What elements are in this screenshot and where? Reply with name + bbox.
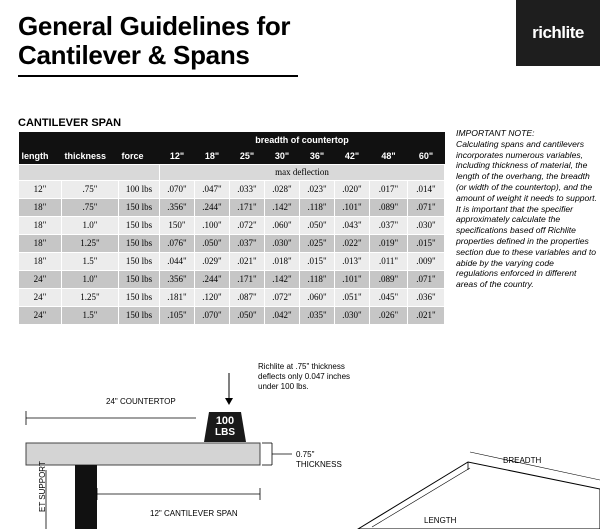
table-cell: 150 lbs (119, 234, 160, 252)
table-cell: .045" (370, 288, 408, 306)
countertop-slab (26, 443, 260, 465)
table-cell: 150 lbs (119, 306, 160, 324)
thickness-value: 0.75" (296, 450, 315, 459)
table-cell: .060" (265, 216, 300, 234)
table-column-header: 12" (160, 148, 195, 164)
table-cell: .244" (195, 270, 230, 288)
section-title: CANTILEVER SPAN (18, 117, 122, 129)
table-cell: .022" (335, 234, 370, 252)
table-cell: .028" (265, 180, 300, 198)
table-cell: .120" (195, 288, 230, 306)
table-cell: 150 lbs (119, 198, 160, 216)
table-column-header: length (19, 148, 62, 164)
table-cell: .076" (160, 234, 195, 252)
richlite-logo: richlite (516, 0, 600, 66)
table-cell: .035" (300, 306, 335, 324)
table-cell: .060" (300, 288, 335, 306)
page-title-line-2: Cantilever & Spans (18, 40, 250, 70)
table-cell: .171" (230, 270, 265, 288)
table-column-header: 36" (300, 148, 335, 164)
important-note-heading: IMPORTANT NOTE: (456, 128, 535, 138)
table-cell: .036" (408, 288, 445, 306)
countertop-label: 24" COUNTERTOP (106, 397, 176, 406)
table-cell: .051" (335, 288, 370, 306)
table-cell: .042" (265, 306, 300, 324)
table-cell: .087" (230, 288, 265, 306)
table-cell: 1.0" (62, 216, 119, 234)
table-cell: .019" (370, 234, 408, 252)
table-column-header: 18" (195, 148, 230, 164)
table-cell: .75" (62, 198, 119, 216)
table-column-header: 48" (370, 148, 408, 164)
table-cell: .009" (408, 252, 445, 270)
table-cell: .071" (408, 270, 445, 288)
table-cell: .118" (300, 270, 335, 288)
table-cell: .105" (160, 306, 195, 324)
table-cell: .070" (160, 180, 195, 198)
breadth-label: BREADTH (503, 456, 542, 465)
table-cell: .023" (300, 180, 335, 198)
table-cell: .018" (265, 252, 300, 270)
table-cell: 24" (19, 288, 62, 306)
table-subheader: max deflection (160, 164, 445, 180)
table-cell: .026" (370, 306, 408, 324)
table-cell: .030" (408, 216, 445, 234)
table-cell: .356" (160, 270, 195, 288)
table-cell: 150" (160, 216, 195, 234)
table-cell: .75" (62, 180, 119, 198)
table-cell: .089" (370, 270, 408, 288)
table-cell: .030" (335, 306, 370, 324)
weight-number: 100 (215, 415, 235, 427)
table-cell: .072" (230, 216, 265, 234)
table-cell: 24" (19, 270, 62, 288)
table-column-header: 25" (230, 148, 265, 164)
table-cell: .037" (230, 234, 265, 252)
table-column-header: 42" (335, 148, 370, 164)
table-cell: .142" (265, 270, 300, 288)
table-cell: .033" (230, 180, 265, 198)
table-cell: .181" (160, 288, 195, 306)
thickness-text: THICKNESS (296, 460, 342, 469)
thickness-label (296, 450, 342, 470)
support-label: ET SUPPORT (38, 461, 47, 512)
table-cell: 100 lbs (119, 180, 160, 198)
table-cell: .047" (195, 180, 230, 198)
length-label: LENGTH (424, 516, 457, 525)
table-cell: .021" (230, 252, 265, 270)
table-cell: .043" (335, 216, 370, 234)
table-cell: .050" (230, 306, 265, 324)
deflection-callout: Richlite at .75" thickness deflects only 0.047 inches under 100 lbs. (258, 362, 351, 391)
table-cell: .014" (408, 180, 445, 198)
table-cell: 1.5" (62, 252, 119, 270)
table-cell: 18" (19, 198, 62, 216)
table-cell: .021" (408, 306, 445, 324)
table-cell: .015" (408, 234, 445, 252)
table-cell: .072" (265, 288, 300, 306)
table-cell: .015" (300, 252, 335, 270)
table-cell: .070" (195, 306, 230, 324)
table-cell: .118" (300, 198, 335, 216)
table-cell: .011" (370, 252, 408, 270)
table-cell: .101" (335, 198, 370, 216)
table-cell: .244" (195, 198, 230, 216)
table-cell: 1.25" (62, 234, 119, 252)
table-column-header: force (119, 148, 160, 164)
table-cell: .020" (335, 180, 370, 198)
callout-arrow-head (225, 398, 233, 405)
table-cell: .050" (300, 216, 335, 234)
table-cell: 1.5" (62, 306, 119, 324)
table-cell: .171" (230, 198, 265, 216)
table-cell: 18" (19, 252, 62, 270)
table-cell: 18" (19, 234, 62, 252)
table-cell: 150 lbs (119, 252, 160, 270)
cantilever-span-label: 12" CANTILEVER SPAN (150, 509, 238, 518)
weight-unit: LBS (215, 427, 235, 438)
table-group-header: breadth of countertop (160, 132, 445, 148)
table-cell: 12" (19, 180, 62, 198)
table-cell: 1.0" (62, 270, 119, 288)
table-cell: .101" (335, 270, 370, 288)
table-column-header: thickness (62, 148, 119, 164)
weight-label (205, 412, 245, 442)
table-cell: 24" (19, 306, 62, 324)
important-note-body: Calculating spans and cantilevers incorporates numerous variables, including thickness of material, the length of the overhang, the breadth (or width of the countertop), and the amount of weight it needs to support. It is important that the specifier approximately calculate the specifications based off Richlite properties defined in the properties section due to these variables and to abide by the varying code regulations enforced in different areas of the country. (456, 138, 597, 290)
table-cell: .029" (195, 252, 230, 270)
table-cell: .100" (195, 216, 230, 234)
table-column-header: 30" (265, 148, 300, 164)
table-cell: 150 lbs (119, 288, 160, 306)
table-cell: .025" (300, 234, 335, 252)
table-cell: .037" (370, 216, 408, 234)
table-cell: .356" (160, 198, 195, 216)
cabinet-support (75, 465, 97, 529)
table-cell: 150 lbs (119, 216, 160, 234)
table-cell: .017" (370, 180, 408, 198)
table-cell: 150 lbs (119, 270, 160, 288)
table-cell: .013" (335, 252, 370, 270)
table-cell: .071" (408, 198, 445, 216)
table-cell: .142" (265, 198, 300, 216)
table-cell: .044" (160, 252, 195, 270)
table-cell: 1.25" (62, 288, 119, 306)
table-cell: .050" (195, 234, 230, 252)
table-column-header: 60" (408, 148, 445, 164)
table-cell: .030" (265, 234, 300, 252)
table-cell: .089" (370, 198, 408, 216)
page-title-line-1: General Guidelines for (18, 11, 291, 41)
table-cell: 18" (19, 216, 62, 234)
